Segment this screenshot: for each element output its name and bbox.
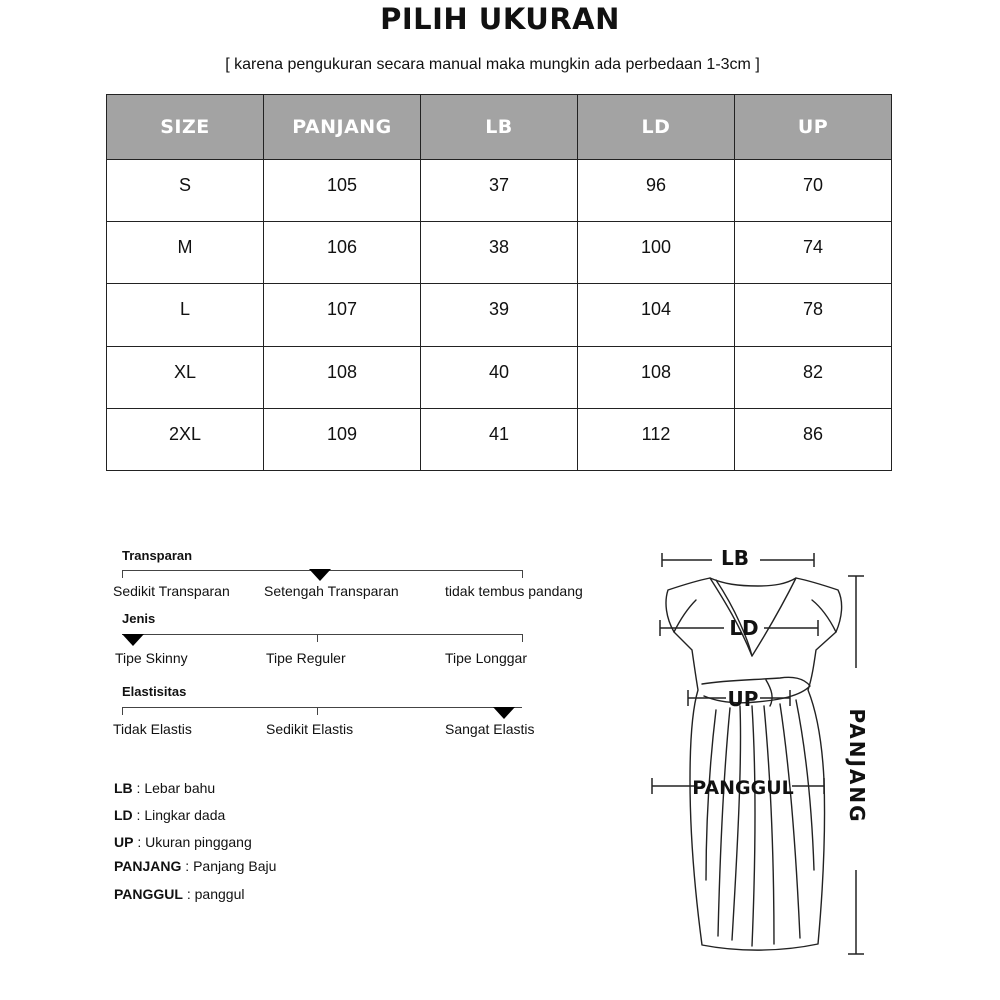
scale-option: tidak tembus pandang (445, 583, 583, 599)
dress-gather (718, 708, 730, 936)
label-panjang: PANJANG (845, 708, 869, 824)
table-row (107, 222, 892, 284)
cell-ld: 108 (578, 346, 735, 408)
dress-tie-knot (766, 680, 772, 706)
scale-option: Tipe Skinny (115, 650, 188, 666)
legend-key: PANJANG (114, 858, 182, 874)
scale-label: Elastisitas (122, 684, 187, 699)
dress-gather (732, 706, 741, 940)
page-title: PILIH UKURAN (380, 2, 620, 36)
scale-tick (122, 707, 123, 715)
scale-option: Sangat Elastis (445, 721, 535, 737)
cell-lb: 37 (421, 160, 578, 222)
label-lb: LB (721, 546, 749, 570)
legend-key: LD (114, 807, 133, 823)
cell-up: 86 (735, 408, 892, 470)
scale-option: Sedikit Transparan (113, 583, 230, 599)
scale-label: Jenis (122, 611, 156, 626)
legend-desc: : Ukuran pinggang (133, 834, 252, 850)
header-panjang: PANJANG (264, 95, 421, 160)
scale-tick (522, 570, 523, 578)
scale-jenis (113, 611, 593, 671)
dress-sleeve-left (674, 600, 696, 632)
scale-option: Tidak Elastis (113, 721, 192, 737)
cell-lb: 41 (421, 408, 578, 470)
cell-lb: 40 (421, 346, 578, 408)
cell-ld: 112 (578, 408, 735, 470)
table-row (107, 346, 892, 408)
dress-sleeve-right (812, 600, 836, 632)
legend-desc: : Panjang Baju (181, 858, 277, 874)
selected-marker-icon (309, 569, 331, 581)
table-row (107, 408, 892, 470)
scale-line (122, 634, 522, 635)
legend-key: LB (114, 780, 133, 796)
selected-marker-icon (122, 634, 144, 646)
scale-option: Tipe Reguler (266, 650, 346, 666)
legend-desc: : Lingkar dada (132, 807, 226, 823)
cell-panjang: 105 (264, 160, 421, 222)
cell-up: 82 (735, 346, 892, 408)
cell-size: M (107, 222, 264, 284)
scale-tick (317, 707, 318, 715)
scale-option: Sedikit Elastis (266, 721, 354, 737)
cell-lb: 38 (421, 222, 578, 284)
table-row (107, 284, 892, 346)
header-size: SIZE (107, 95, 264, 160)
legend-item (114, 858, 276, 874)
legend-item (114, 886, 244, 902)
legend-item (114, 834, 252, 850)
legend-item (114, 780, 215, 796)
scale-transparan (113, 548, 593, 608)
header-up: UP (735, 95, 892, 160)
scale-option: Setengah Transparan (264, 583, 399, 599)
scale-line (122, 707, 522, 708)
header-ld: LD (578, 95, 735, 160)
legend-item (114, 807, 225, 823)
cell-ld: 104 (578, 284, 735, 346)
scale-tick (522, 634, 523, 642)
label-panggul: PANGGUL (692, 777, 794, 799)
label-ld: LD (729, 616, 759, 640)
table-header-row (107, 95, 892, 160)
legend-desc: : panggul (182, 886, 245, 902)
legend-key: PANGGUL (114, 886, 183, 902)
dress-gather (780, 704, 800, 938)
cell-size: L (107, 284, 264, 346)
header-lb: LB (421, 95, 578, 160)
dress-gather (752, 706, 755, 946)
scale-label: Transparan (122, 548, 193, 563)
cell-ld: 100 (578, 222, 735, 284)
scale-tick (317, 634, 318, 642)
cell-panjang: 106 (264, 222, 421, 284)
size-table (106, 94, 892, 471)
scale-elastisitas (113, 684, 593, 744)
cell-lb: 39 (421, 284, 578, 346)
cell-panjang: 107 (264, 284, 421, 346)
cell-ld: 96 (578, 160, 735, 222)
cell-size: 2XL (107, 408, 264, 470)
dress-gather (796, 700, 814, 870)
legend-desc: : Lebar bahu (132, 780, 216, 796)
label-up: UP (727, 687, 759, 711)
cell-size: XL (107, 346, 264, 408)
selected-marker-icon (493, 707, 515, 719)
table-row (107, 160, 892, 222)
cell-up: 78 (735, 284, 892, 346)
cell-up: 70 (735, 160, 892, 222)
cell-panjang: 109 (264, 408, 421, 470)
scale-option: Tipe Longgar (445, 650, 527, 666)
cell-size: S (107, 160, 264, 222)
dress-illustration (640, 540, 880, 970)
scale-tick (122, 570, 123, 578)
dress-gather (764, 706, 774, 944)
measurement-note: [ karena pengukuran secara manual maka mungkin ada perbedaan 1-3cm ] (225, 56, 760, 73)
legend-key: UP (114, 834, 134, 850)
cell-panjang: 108 (264, 346, 421, 408)
cell-up: 74 (735, 222, 892, 284)
